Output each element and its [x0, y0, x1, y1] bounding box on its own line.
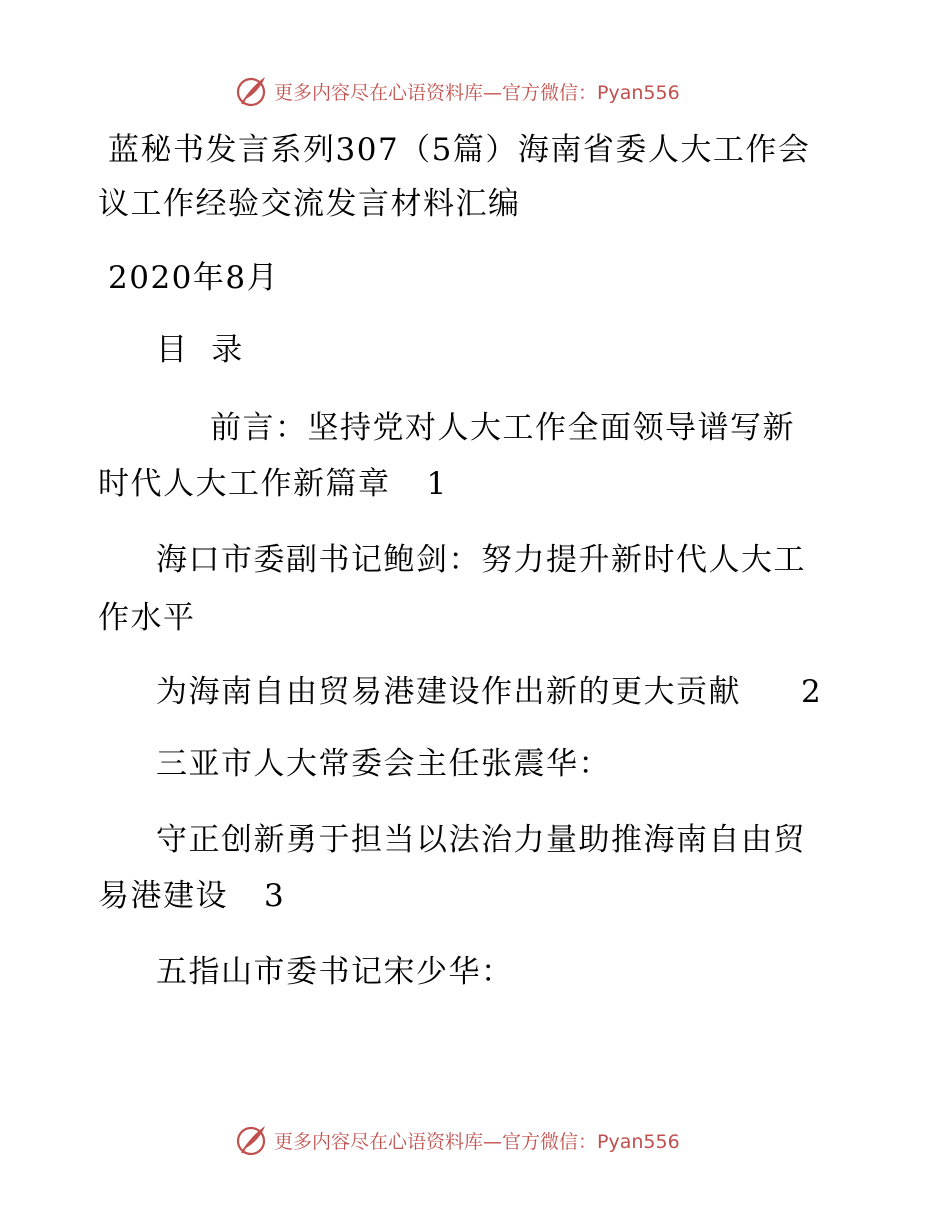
document-date: 2020年8月	[108, 260, 280, 296]
quill-logo-icon	[234, 73, 270, 109]
toc-entry-text: 为海南自由贸易港建设作出新的更大贡献	[156, 674, 741, 710]
watermark-text: 更多内容尽在心语资料库—官方微信：Pyan556	[274, 1130, 680, 1153]
toc-entry-text: 易港建设	[98, 878, 228, 914]
toc-entry-haikou	[156, 540, 806, 580]
toc-entry-preface-cont	[98, 464, 448, 504]
toc-page-number: 1	[426, 466, 448, 502]
footer-watermark	[234, 1120, 680, 1160]
document-title-line-1: 蓝秘书发言系列307（5篇）海南省委人大工作会	[108, 132, 811, 168]
watermark-text: 更多内容尽在心语资料库—官方微信：Pyan556	[274, 81, 680, 104]
toc-entry-sanya-sub-cont	[98, 876, 285, 916]
toc-entry-text: 五指山市委书记宋少华：	[156, 954, 514, 990]
header-watermark	[234, 71, 680, 111]
toc-entry-sanya-sub	[156, 820, 806, 860]
toc-entry-text: 作水平	[98, 600, 196, 636]
toc-entry-wuzhishan	[156, 952, 514, 992]
toc-entry-text: 海口市委副书记鲍剑：努力提升新时代人大工	[156, 542, 806, 578]
toc-page-number: 3	[264, 878, 286, 914]
toc-entry-sanya	[156, 744, 611, 784]
document-title-line-2: 议工作经验交流发言材料汇编	[98, 186, 521, 222]
toc-entry-haikou-sub	[156, 672, 822, 712]
toc-entry-haikou-cont	[98, 598, 196, 638]
toc-entry-text: 三亚市人大常委会主任张震华：	[156, 746, 611, 782]
toc-entry-text: 守正创新勇于担当以法治力量助推海南自由贸	[156, 822, 806, 858]
toc-entry-text: 时代人大工作新篇章	[98, 466, 391, 502]
toc-entry-preface	[210, 408, 795, 448]
toc-entry-text: 前言：坚持党对人大工作全面领导谱写新	[210, 410, 795, 446]
quill-logo-icon	[234, 1122, 270, 1158]
toc-page-number: 2	[801, 674, 823, 710]
toc-heading: 目 录	[156, 332, 244, 368]
